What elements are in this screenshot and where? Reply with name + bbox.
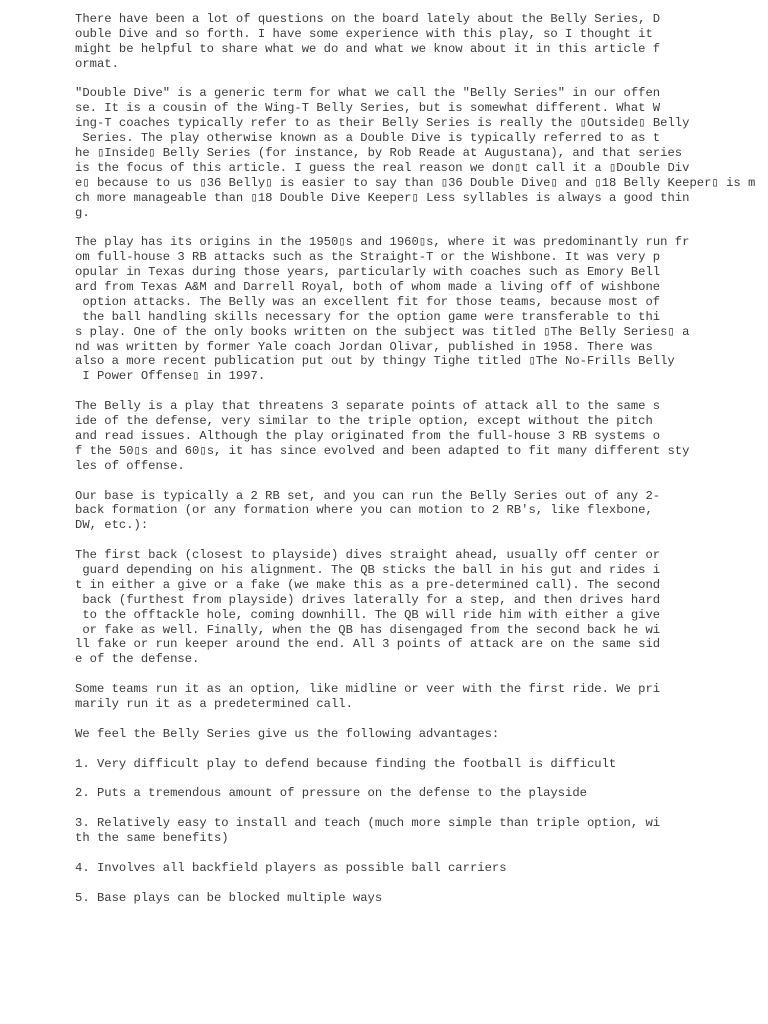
paragraph-gap (75, 72, 765, 87)
text-line: ide of the defense, very similar to the triple option, except without the pitch (75, 414, 653, 429)
text-line: se. It is a cousin of the Wing-T Belly Series, but is somewhat different. What W (75, 101, 661, 116)
paragraph-gap (75, 876, 765, 891)
paragraph-gap (75, 533, 765, 548)
text-line: Our base is typically a 2 RB set, and you can run the Belly Series out of any 2- (75, 488, 661, 503)
paragraph (75, 786, 765, 801)
paragraph (75, 399, 765, 473)
text-line: Series. The play otherwise known as a Double Dive is typically referred to as t (75, 131, 661, 146)
paragraph-gap (75, 474, 765, 489)
paragraph (75, 861, 765, 876)
text-line: marily run it as a predetermined call. (75, 696, 353, 711)
text-line: 4. Involves all backfield players as possible ball carriers (75, 860, 507, 875)
text-line: back (furthest from playside) drives laterally for a step, and then drives hard (75, 592, 661, 607)
paragraph (75, 891, 765, 906)
paragraph-gap (75, 801, 765, 816)
text-line: om full-house 3 RB attacks such as the Straight-T or the Wishbone. It was very p (75, 250, 661, 265)
text-line: Some teams run it as an option, like midline or veer with the first ride. We pri (75, 682, 661, 697)
text-line: or fake as well. Finally, when the QB has disengaged from the second back he wi (75, 622, 661, 637)
paragraph (75, 548, 765, 667)
text-line: to the offtackle hole, coming downhill. The QB will ride him with either a give (75, 607, 661, 622)
text-line: 5. Base plays can be blocked multiple ways (75, 890, 383, 905)
text-line: I Power Offense▯ in 1997. (75, 369, 266, 384)
paragraph (75, 235, 765, 384)
text-line: ing-T coaches typically refer to as their Belly Series is really the ▯Outside▯ Belly (75, 116, 690, 131)
paragraph (75, 86, 765, 220)
text-line: t in either a give or a fake (we make this as a pre-determined call). The second (75, 577, 661, 592)
text-line: option attacks. The Belly was an excellent fit for those teams, because most of (75, 294, 661, 309)
text-line: ard from Texas A&M and Darrell Royal, both of whom made a living off of wishbone (75, 280, 661, 295)
text-line: th the same benefits) (75, 830, 229, 845)
text-line: les of offense. (75, 458, 185, 473)
text-line: the ball handling skills necessary for the option game were transferable to thi (75, 309, 661, 324)
text-line: s play. One of the only books written on the subject was titled ▯The Belly Series▯ a (75, 324, 690, 339)
text-line: f the 50▯s and 60▯s, it has since evolved and been adapted to fit many different sty (75, 443, 690, 458)
text-line: "Double Dive" is a generic term for what we call the "Belly Series" in our offen (75, 86, 661, 101)
paragraph (75, 682, 765, 712)
text-line: opular in Texas during those years, particularly with coaches such as Emory Bell (75, 265, 661, 280)
text-line: 2. Puts a tremendous amount of pressure on the defense to the playside (75, 786, 587, 801)
paragraph-gap (75, 384, 765, 399)
text-line: The first back (closest to playside) dives straight ahead, usually off center or (75, 548, 661, 563)
text-line: and read issues. Although the play originated from the full-house 3 RB systems o (75, 428, 661, 443)
text-line: back formation (or any formation where you can motion to 2 RB's, like flexbone, (75, 503, 653, 518)
text-line: ch more manageable than ▯18 Double Dive Keeper▯ Less syllables is always a good thin (75, 190, 690, 205)
text-line: We feel the Belly Series give us the following advantages: (75, 726, 500, 741)
text-line: e▯ because to us ▯36 Belly▯ is easier to say than ▯36 Double Dive▯ and ▯18 Belly Keeper▯ is m (75, 175, 756, 190)
paragraph (75, 489, 765, 534)
text-line: 1. Very difficult play to defend because finding the football is difficult (75, 756, 617, 771)
paragraph (75, 727, 765, 742)
document-body (75, 12, 765, 905)
paragraph-gap (75, 220, 765, 235)
text-line: There have been a lot of questions on the board lately about the Belly Series, D (75, 12, 661, 26)
paragraph-gap (75, 771, 765, 786)
paragraph-gap (75, 667, 765, 682)
text-line: might be helpful to share what we do and what we know about it in this article f (75, 41, 661, 56)
paragraph (75, 12, 765, 72)
text-line: also a more recent publication put out by thingy Tighe titled ▯The No-Frills Belly (75, 354, 675, 369)
text-line: he ▯Inside▯ Belly Series (for instance, by Rob Reade at Augustana), and that series (75, 146, 683, 161)
text-line: The play has its origins in the 1950▯s and 1960▯s, where it was predominantly run fr (75, 235, 690, 250)
text-line: ouble Dive and so forth. I have some experience with this play, so I thought it (75, 26, 653, 41)
paragraph-gap (75, 846, 765, 861)
paragraph-gap (75, 742, 765, 757)
text-line: ormat. (75, 56, 119, 71)
text-line: nd was written by former Yale coach Jordan Olivar, published in 1958. There was (75, 339, 653, 354)
text-line: The Belly is a play that threatens 3 separate points of attack all to the same s (75, 399, 661, 414)
text-line: 3. Relatively easy to install and teach (much more simple than triple option, wi (75, 816, 661, 831)
text-line: e of the defense. (75, 652, 200, 667)
text-line: is the focus of this article. I guess the real reason we don▯t call it a ▯Double Div (75, 160, 690, 175)
text-line: ll fake or run keeper around the end. All 3 points of attack are on the same sid (75, 637, 661, 652)
paragraph-gap (75, 712, 765, 727)
paragraph (75, 816, 765, 846)
paragraph (75, 757, 765, 772)
text-line: DW, etc.): (75, 518, 149, 533)
text-line: g. (75, 205, 90, 220)
text-line: guard depending on his alignment. The QB sticks the ball in his gut and rides i (75, 562, 661, 577)
